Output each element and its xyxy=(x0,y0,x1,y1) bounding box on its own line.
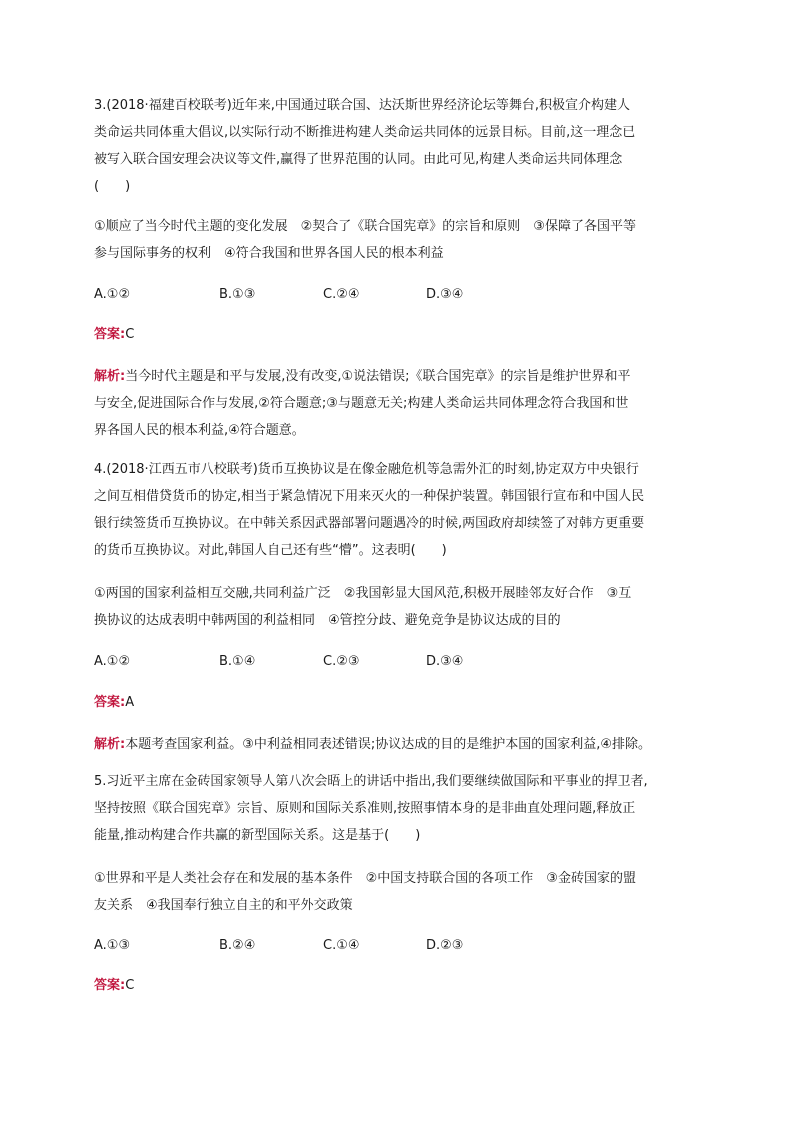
q3-analysis-line: 界各国人民的根本利益,④符合题意。 xyxy=(94,423,305,438)
q5-stem-line: 坚持按照《联合国宪章》宗旨、原则和国际关系准则,按照事情本身的是非曲直处理问题,释放正 xyxy=(94,801,636,816)
q4-stem-line: 之间互相借贷货币的协定,相当于紧急情况下用来灭火的一种保护装置。韩国银行宣布和中国人民 xyxy=(94,489,645,504)
q3-stem-line: 类命运共同体重大倡议,以实际行动不断推进构建人类命运共同体的远景目标。目前,这一理念已 xyxy=(94,125,636,140)
q3-option-c: C.②④ xyxy=(323,287,360,302)
q5-option-a: A.①③ xyxy=(94,938,131,953)
q3-analysis-label: 解析: xyxy=(94,369,126,384)
q5-option-b: B.②④ xyxy=(219,938,256,953)
q4-stem-line: 银行续签货币互换协议。在中韩关系因武器部署问题遇冷的时候,两国政府却续签了对韩方更重要 xyxy=(94,516,645,531)
q4-statements xyxy=(94,580,694,634)
q3-answer-value: C xyxy=(125,327,135,342)
q4-analysis xyxy=(94,731,694,758)
q3-option-d: D.③④ xyxy=(426,287,464,302)
q3-answer-label: 答案: xyxy=(94,327,126,342)
q5-statements xyxy=(94,865,694,919)
q4-stem-line: 4.(2018·江西五市八校联考)货币互换协议是在像金融危机等急需外汇的时刻,协定双方中央银行 xyxy=(94,462,639,477)
q5-option-d: D.②③ xyxy=(426,938,464,953)
q4-answer-label: 答案: xyxy=(94,695,126,710)
q4-stem-line: 的货币互换协议。对此,韩国人自己还有些“懵”。这表明( ) xyxy=(94,543,447,558)
q3-analysis-line: 与安全,促进国际合作与发展,②符合题意;③与题意无关;构建人类命运共同体理念符合我国和世 xyxy=(94,396,629,411)
q5-options xyxy=(94,936,694,956)
q4-stem xyxy=(94,456,694,564)
q3-statements xyxy=(94,213,694,267)
q3-option-b: B.①③ xyxy=(219,287,256,302)
q3-statement-line: ①顺应了当今时代主题的变化发展 ②契合了《联合国宪章》的宗旨和原则 ③保障了各国平等 xyxy=(94,219,636,234)
q3-options xyxy=(94,285,694,305)
q3-statement-line: 参与国际事务的权利 ④符合我国和世界各国人民的根本利益 xyxy=(94,246,444,261)
q5-stem-line: 5.习近平主席在金砖国家领导人第八次会晤上的讲话中指出,我们要继续做国际和平事业的捍卫者, xyxy=(94,774,648,789)
q5-stem-line: 能量,推动构建合作共赢的新型国际关系。这是基于( ) xyxy=(94,828,421,843)
q3-option-a: A.①② xyxy=(94,287,131,302)
q3-answer xyxy=(94,325,134,345)
q3-analysis-line: 解析:当今时代主题是和平与发展,没有改变,①说法错误;《联合国宪章》的宗旨是维护世界和平 xyxy=(94,369,631,384)
q3-stem-line: 被写入联合国安理会决议等文件,赢得了世界范围的认同。由此可见,构建人类命运共同体理念 xyxy=(94,152,623,167)
q5-answer xyxy=(94,976,134,996)
q4-option-d: D.③④ xyxy=(426,654,464,669)
q3-stem xyxy=(94,92,694,200)
q4-answer xyxy=(94,693,134,713)
q5-statement-line: 友关系 ④我国奉行独立自主的和平外交政策 xyxy=(94,898,353,913)
q4-analysis-line: 解析:本题考查国家利益。③中利益相同表述错误;协议达成的目的是维护本国的国家利益,④排除。 xyxy=(94,737,652,752)
q4-options xyxy=(94,652,694,672)
q4-option-c: C.②③ xyxy=(323,654,360,669)
q5-option-c: C.①④ xyxy=(323,938,360,953)
q5-answer-label: 答案: xyxy=(94,978,126,993)
q4-option-b: B.①④ xyxy=(219,654,256,669)
q4-statement-line: 换协议的达成表明中韩两国的利益相同 ④管控分歧、避免竞争是协议达成的目的 xyxy=(94,613,561,628)
q5-stem xyxy=(94,768,694,849)
q5-statement-line: ①世界和平是人类社会存在和发展的基本条件 ②中国支持联合国的各项工作 ③金砖国家的盟 xyxy=(94,871,636,886)
q4-option-a: A.①② xyxy=(94,654,131,669)
q3-analysis xyxy=(94,363,694,444)
q4-analysis-label: 解析: xyxy=(94,737,126,752)
q3-stem-line: ( ) xyxy=(94,179,131,194)
q4-statement-line: ①两国的国家利益相互交融,共同利益广泛 ②我国彰显大国风范,积极开展睦邻友好合作 ③互 xyxy=(94,586,632,601)
q5-answer-value: C xyxy=(125,978,135,993)
q4-answer-value: A xyxy=(125,695,135,710)
q3-stem-line: 3.(2018·福建百校联考)近年来,中国通过联合国、达沃斯世界经济论坛等舞台,积极宣介构建人 xyxy=(94,98,631,113)
